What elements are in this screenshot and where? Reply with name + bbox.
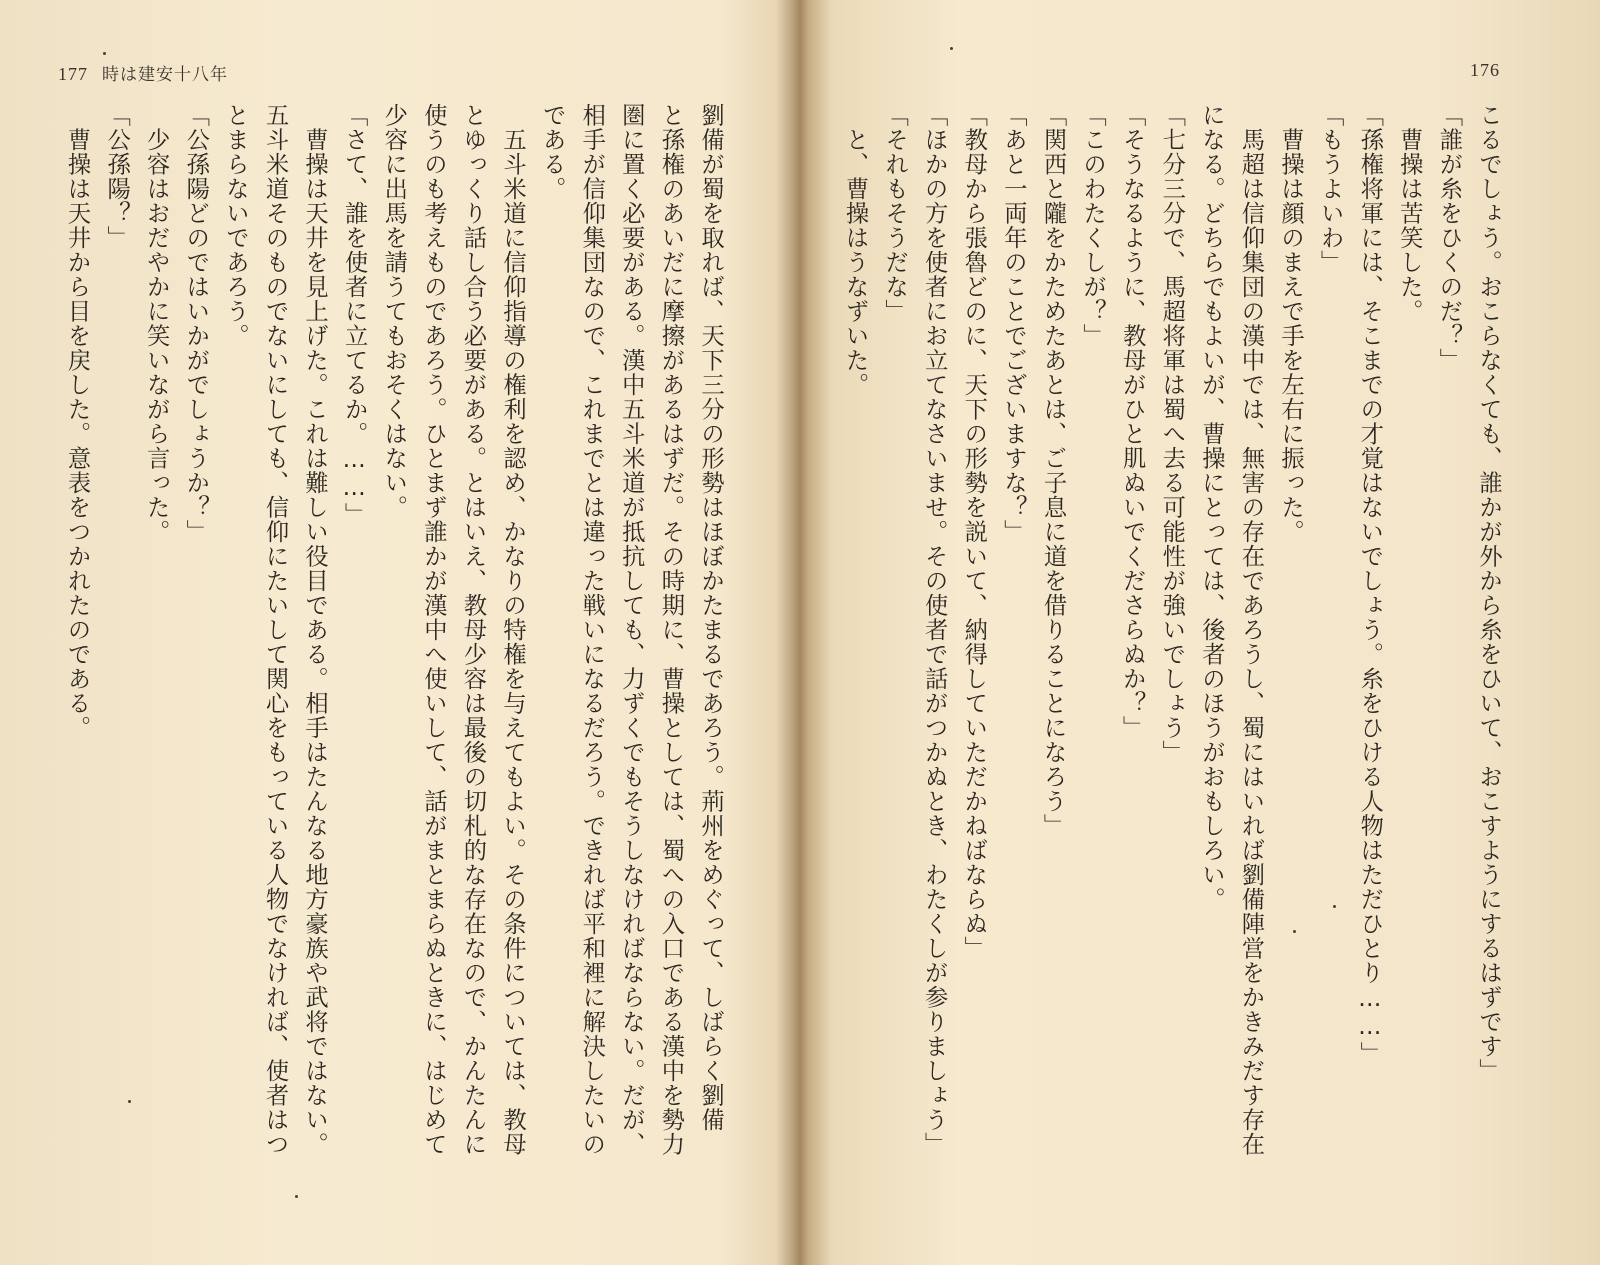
text-line: 「あと一両年のことでございますな？」 <box>999 103 1027 544</box>
text-line: 少容はおだやかに笑いながら言った。 <box>142 103 170 544</box>
paper-speck <box>295 1195 298 1198</box>
paper-speck <box>1333 905 1336 908</box>
text-line: 「それもそうだな」 <box>881 103 909 324</box>
page-header <box>58 60 228 85</box>
paper-speck <box>1293 930 1296 933</box>
text-line: 劉備が蜀を取れば、天下三分の形勢はほぼかたまるであろう。荊州をめぐって、しばらく劉備 <box>697 103 724 1132</box>
text-line: 「七分三分で、馬超将軍は蜀へ去る可能性が強いでしょう」 <box>1158 103 1186 765</box>
text-line: 「そうなるように、教母がひと肌ぬいでくださらぬか？」 <box>1118 103 1146 740</box>
page-header <box>1470 60 1500 81</box>
text-line: 「教母から張魯どのに、天下の形勢を説いて、納得していただかねばならぬ」 <box>960 103 988 961</box>
text-line: 馬超は信仰集団の漢中では、無害の存在であろうし、蜀にはいれば劉備陣営をかきみだす存在 <box>1237 103 1265 1157</box>
text-line: 「さて、誰を使者に立てるか。……」 <box>340 103 368 527</box>
paper-speck <box>128 1100 131 1103</box>
text-line: 少容に出馬を請うてもおそくはない。 <box>380 103 408 520</box>
right-page <box>810 0 1600 1265</box>
text-line: 曹操は顔のまえで手を左右に振った。 <box>1277 103 1305 544</box>
text-line: 「このわたくしが？」 <box>1079 103 1107 348</box>
text-line: 相手が信仰集団なので、これまでとは違った戦いになるだろう。できれば平和裡に解決したいの <box>578 103 606 1157</box>
text-line: とまらないであろう。 <box>221 103 249 348</box>
text-line: 「公孫陽？」 <box>103 103 131 250</box>
text-line: である。 <box>538 103 566 201</box>
text-line: 五斗米道そのものでないにしても、信仰にたいして関心をもっている人物でなければ、使者はつ <box>261 103 289 1157</box>
text-line: 「誰が糸をひくのだ？」 <box>1435 103 1463 373</box>
left-page <box>0 0 790 1265</box>
text-line: 「関西と隴をかためたあとは、ご子息に道を借りることになろう」 <box>1039 103 1067 838</box>
text-line: 「公孫陽どのではいかがでしょうか？」 <box>182 103 210 544</box>
text-line: 「ほかの方を使者にお立てなさいませ。その使者で話がつかぬとき、わたくしが参りましょう」 <box>920 103 948 1157</box>
text-line: 曹操は天井から目を戻した。意表をつかれたのである。 <box>63 103 91 740</box>
text-line: とゆっくり話し合う必要がある。とはいえ、教母少容は最後の切札的な存在なので、かんたんに <box>459 103 487 1157</box>
paper-speck <box>103 52 106 55</box>
page-number: 176 <box>1470 60 1500 80</box>
text-line: 曹操は苦笑した。 <box>1395 103 1423 324</box>
text-line: と、曹操はうなずいた。 <box>841 103 869 397</box>
running-title: 時は建安十八年 <box>102 65 228 85</box>
text-line: 圏に置く必要がある。漢中五斗米道が抵抗しても、力ずくでもそうしなければならない。だが、 <box>617 103 645 1157</box>
text-line: と孫権のあいだに摩擦があるはずだ。その時期に、曹操としては、蜀への入口である漢中を勢力 <box>657 103 685 1157</box>
text-line: 曹操は天井を見上げた。これは難しい役目である。相手はたんなる地方豪族や武将ではない。 <box>301 103 329 1157</box>
text-line: 「もうよいわ」 <box>1316 103 1344 275</box>
text-line: こるでしょう。おこらなくても、誰かが外から糸をひいて、おこすようにするはずです」 <box>1475 103 1502 1083</box>
text-line: 「孫権将軍には、そこまでの才覚はないでしょう。糸をひける人物はただひとり……」 <box>1356 103 1384 1066</box>
paper-speck <box>950 47 953 50</box>
body-text <box>841 103 1508 1223</box>
text-line: 五斗米道に信仰指導の権利を認め、かなりの特権を与えてもよい。その条件については、教母 <box>499 103 527 1157</box>
text-line: 使うのも考えものであろう。ひとまず誰かが漢中へ使いして、話がまとまらぬときに、はじめて <box>419 103 447 1157</box>
body-text <box>20 103 730 1223</box>
text-line: になる。どちらでもよいが、曹操にとっては、後者のほうがおもしろい。 <box>1197 103 1225 912</box>
page-number: 177 <box>58 64 88 84</box>
